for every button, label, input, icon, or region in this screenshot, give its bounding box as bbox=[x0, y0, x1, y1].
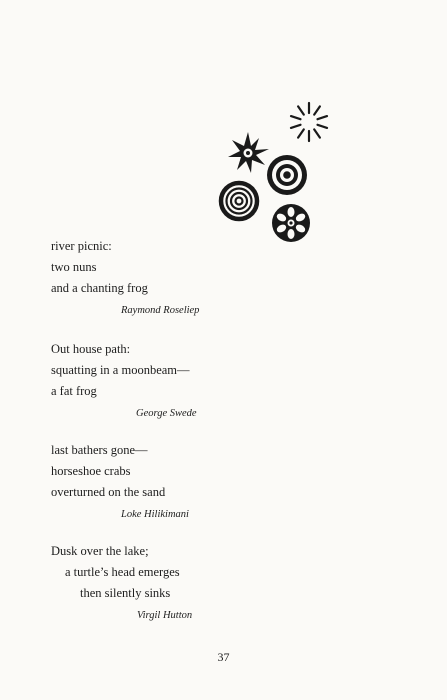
poem-line: then silently sinks bbox=[80, 586, 171, 600]
sunburst-icon bbox=[291, 103, 327, 141]
poem-line: squatting in a moonbeam— bbox=[51, 363, 190, 377]
star-burst-icon bbox=[228, 132, 269, 173]
wheel-flower-icon bbox=[272, 204, 310, 242]
poem-line: overturned on the sand bbox=[51, 485, 166, 499]
poem-line: a fat frog bbox=[51, 384, 97, 398]
page-number: 37 bbox=[217, 650, 230, 664]
concentric-circle-icon bbox=[221, 183, 257, 219]
poem-line: Out house path: bbox=[51, 342, 131, 356]
decorative-ornament-cluster bbox=[210, 98, 340, 248]
poem-line: a turtle’s head emerges bbox=[65, 565, 180, 579]
poem-author: Loke Hilikimani bbox=[121, 509, 189, 520]
haiku-poem bbox=[51, 440, 189, 525]
target-circle-icon bbox=[267, 155, 307, 195]
poem-line: two nuns bbox=[51, 260, 97, 274]
poem-line: river picnic: bbox=[51, 239, 112, 253]
poem-line: last bathers gone— bbox=[51, 443, 148, 457]
poem-line: Dusk over the lake; bbox=[51, 544, 149, 558]
haiku-poem bbox=[51, 236, 199, 321]
haiku-poem bbox=[51, 541, 192, 626]
haiku-poem bbox=[51, 339, 197, 424]
poem-line: and a chanting frog bbox=[51, 281, 148, 295]
poem-author: Raymond Roseliep bbox=[121, 305, 200, 316]
poem-author: Virgil Hutton bbox=[137, 610, 193, 621]
poem-author: George Swede bbox=[136, 408, 197, 419]
poem-line: horseshoe crabs bbox=[51, 464, 131, 478]
